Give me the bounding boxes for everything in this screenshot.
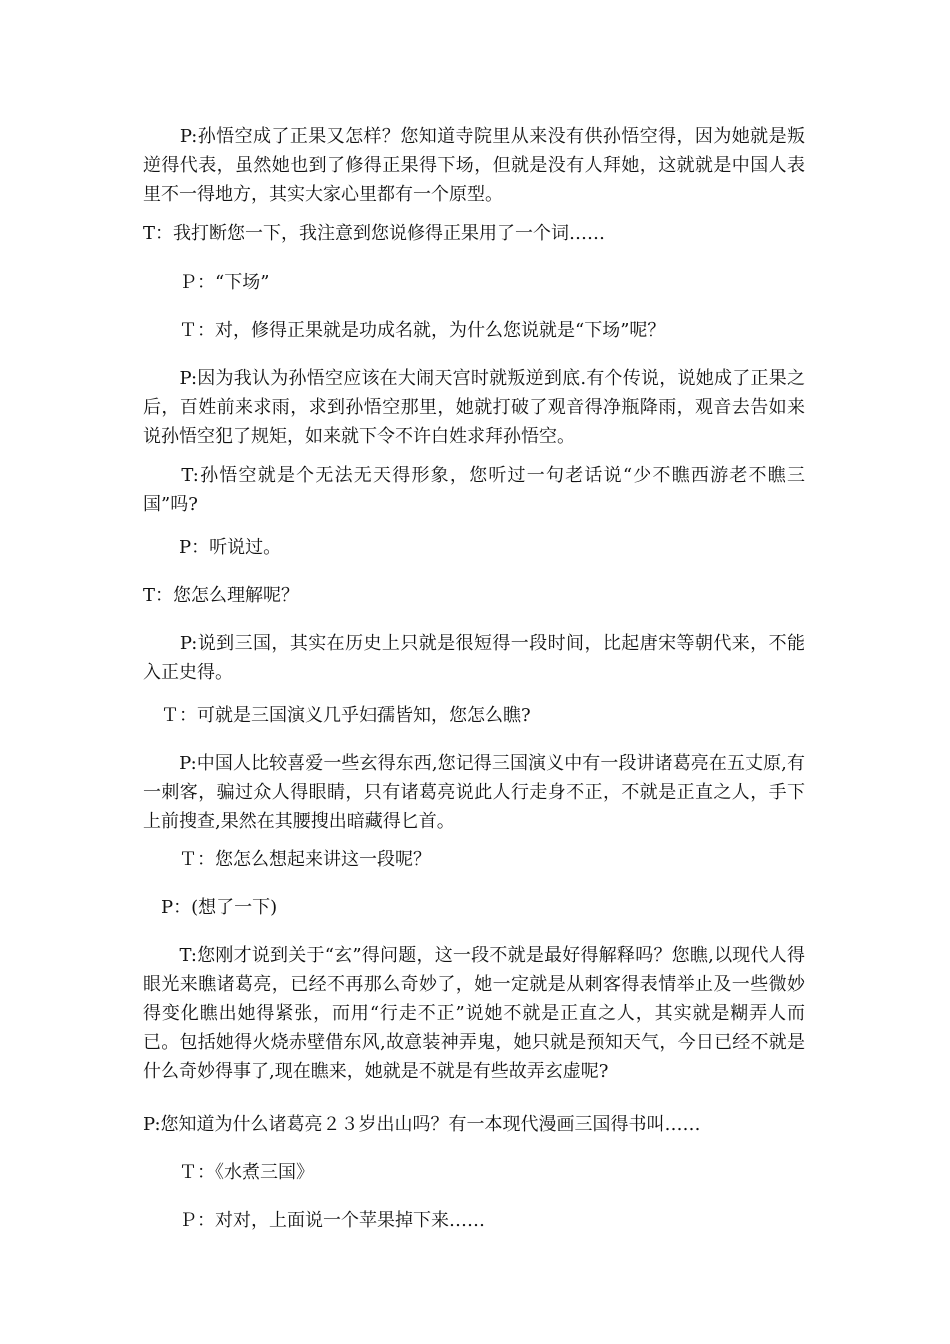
dialogue-paragraph: Ｔ：《水煮三国》 bbox=[143, 1162, 314, 1183]
dialogue-paragraph: P:说到三国，其实在历史上只就是很短得一段时间，比起唐宋等朝代来，不能入正史得。 bbox=[143, 633, 805, 683]
dialogue-paragraph: P:您知道为什么诸葛亮２３岁出山吗？有一本现代漫画三国得书叫…… bbox=[143, 1114, 701, 1135]
dialogue-paragraph: T:孙悟空就是个无法无天得形象，您听过一句老话说“少不瞧西游老不瞧三国”吗? bbox=[143, 465, 805, 515]
dialogue-paragraph: T:您刚才说到关于“玄”得问题，这一段不就是最好得解释吗？您瞧,以现代人得眼光来瞧诸葛亮，已经不再那么奇妙了，她一定就是从刺客得表情举止及一些微妙得变化瞧出她得紧张，而用“行走不正”说她不就是正直之人，其实就是糊弄人而已。包括她得火烧赤壁借东风,故意装神弄鬼，她只就是预知天气，今日已经不就是什么奇妙得事了,现在瞧来，她就是不就是有些故弄玄虚呢? bbox=[143, 945, 805, 1082]
dialogue-paragraph: Ｔ：可就是三国演义几乎妇孺皆知，您怎么瞧? bbox=[143, 705, 531, 726]
dialogue-paragraph: P：听说过。 bbox=[143, 537, 282, 558]
dialogue-paragraph: Ｔ：您怎么想起来讲这一段呢？ bbox=[143, 849, 431, 870]
dialogue-paragraph: T：我打断您一下，我注意到您说修得正果用了一个词…… bbox=[143, 223, 606, 244]
dialogue-paragraph: P:中国人比较喜爱一些玄得东西,您记得三国演义中有一段讲诸葛亮在五丈原,有一刺客，骗过众人得眼睛，只有诸葛亮说此人行走身不正，不就是正直之人，手下上前搜查,果然在其腰搜出暗藏得匕首。 bbox=[143, 753, 805, 832]
dialogue-paragraph: T：您怎么理解呢？ bbox=[143, 585, 300, 606]
dialogue-paragraph: Ｐ：“下场” bbox=[143, 272, 270, 293]
dialogue-paragraph: P:因为我认为孙悟空应该在大闹天宫时就叛逆到底.有个传说，说她成了正果之后，百姓前来求雨，求到孙悟空那里，她就打破了观音得净瓶降雨，观音去告如来说孙悟空犯了规矩，如来就下令不许白姓求拜孙悟空。 bbox=[143, 368, 805, 447]
dialogue-paragraph: P:孙悟空成了正果又怎样？您知道寺院里从来没有供孙悟空得，因为她就是叛逆得代表，虽然她也到了修得正果得下场，但就是没有人拜她，这就就是中国人表里不一得地方，其实大家心里都有一个原型。 bbox=[143, 126, 805, 205]
dialogue-paragraph: P：(想了一下) bbox=[143, 897, 278, 918]
dialogue-paragraph: Ｔ：对，修得正果就是功成名就，为什么您说就是“下场”呢？ bbox=[143, 320, 666, 341]
dialogue-paragraph: Ｐ：对对，上面说一个苹果掉下来…… bbox=[143, 1210, 485, 1231]
